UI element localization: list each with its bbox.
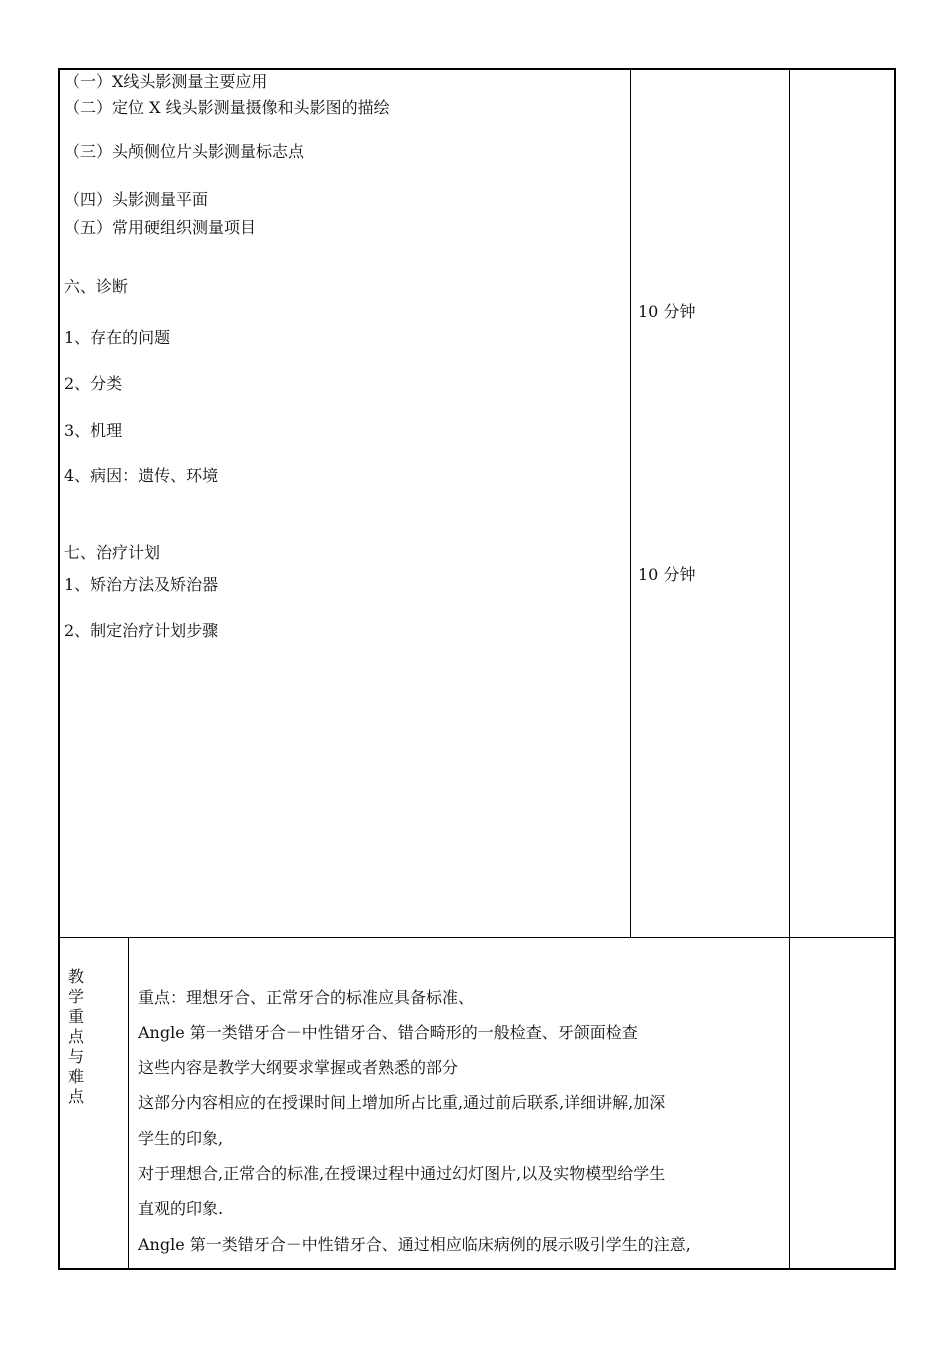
time-diagnosis: 10 分钟	[638, 302, 696, 321]
diagnosis-item-4: 4、病因：遗传、环境	[64, 466, 219, 485]
column-divider-notes	[789, 68, 790, 1270]
time-plan: 10 分钟	[638, 565, 696, 584]
diagnosis-item-2: 2、分类	[64, 374, 123, 393]
outline-item-2: （二）定位 X 线头影测量摄像和头影图的描绘	[64, 98, 390, 117]
table-border-bottom	[58, 1268, 896, 1270]
key-point-line-6: 对于理想合,正常合的标准,在授课过程中通过幻灯图片,以及实物模型给学生	[138, 1164, 666, 1183]
diagnosis-item-3: 3、机理	[64, 421, 123, 440]
label-char: 点	[67, 1087, 84, 1106]
key-point-line-8: Angle 第一类错牙合－中性错牙合、通过相应临床病例的展示吸引学生的注意,	[138, 1235, 691, 1254]
key-point-line-1: 重点：理想牙合、正常牙合的标准应具备标准、	[138, 988, 475, 1007]
table-border-right	[894, 68, 896, 1270]
label-char: 难	[67, 1067, 84, 1086]
plan-item-1: 1、矫治方法及矫治器	[64, 575, 219, 594]
plan-item-2: 2、制定治疗计划步骤	[64, 621, 219, 640]
key-point-line-3: 这些内容是教学大纲要求掌握或者熟悉的部分	[138, 1058, 459, 1077]
label-char: 教	[67, 967, 84, 986]
key-point-line-4: 这部分内容相应的在授课时间上增加所占比重,通过前后联系,详细讲解,加深	[138, 1093, 666, 1112]
plan-heading: 七、治疗计划	[64, 543, 161, 562]
label-char: 与	[67, 1047, 84, 1066]
outline-item-1: （一）X线头影测量主要应用	[64, 72, 268, 91]
column-divider-time	[630, 68, 631, 938]
outline-item-4: （四）头影测量平面	[64, 190, 209, 209]
column-divider-label	[128, 937, 129, 1270]
label-char: 重	[67, 1007, 84, 1026]
diagnosis-heading: 六、诊断	[64, 277, 129, 296]
outline-item-5: （五）常用硬组织测量项目	[64, 218, 257, 237]
table-border-left	[58, 68, 60, 1270]
key-point-line-2: Angle 第一类错牙合－中性错牙合、错合畸形的一般检查、牙颌面检查	[138, 1023, 638, 1042]
key-point-line-7: 直观的印象.	[138, 1199, 224, 1218]
row-divider	[58, 937, 896, 938]
diagnosis-item-1: 1、存在的问题	[64, 328, 171, 347]
table-border-top	[58, 68, 896, 70]
key-point-line-5: 学生的印象,	[138, 1129, 224, 1148]
outline-item-3: （三）头颅侧位片头影测量标志点	[64, 142, 305, 161]
label-char: 学	[67, 987, 84, 1006]
label-char: 点	[67, 1027, 84, 1046]
